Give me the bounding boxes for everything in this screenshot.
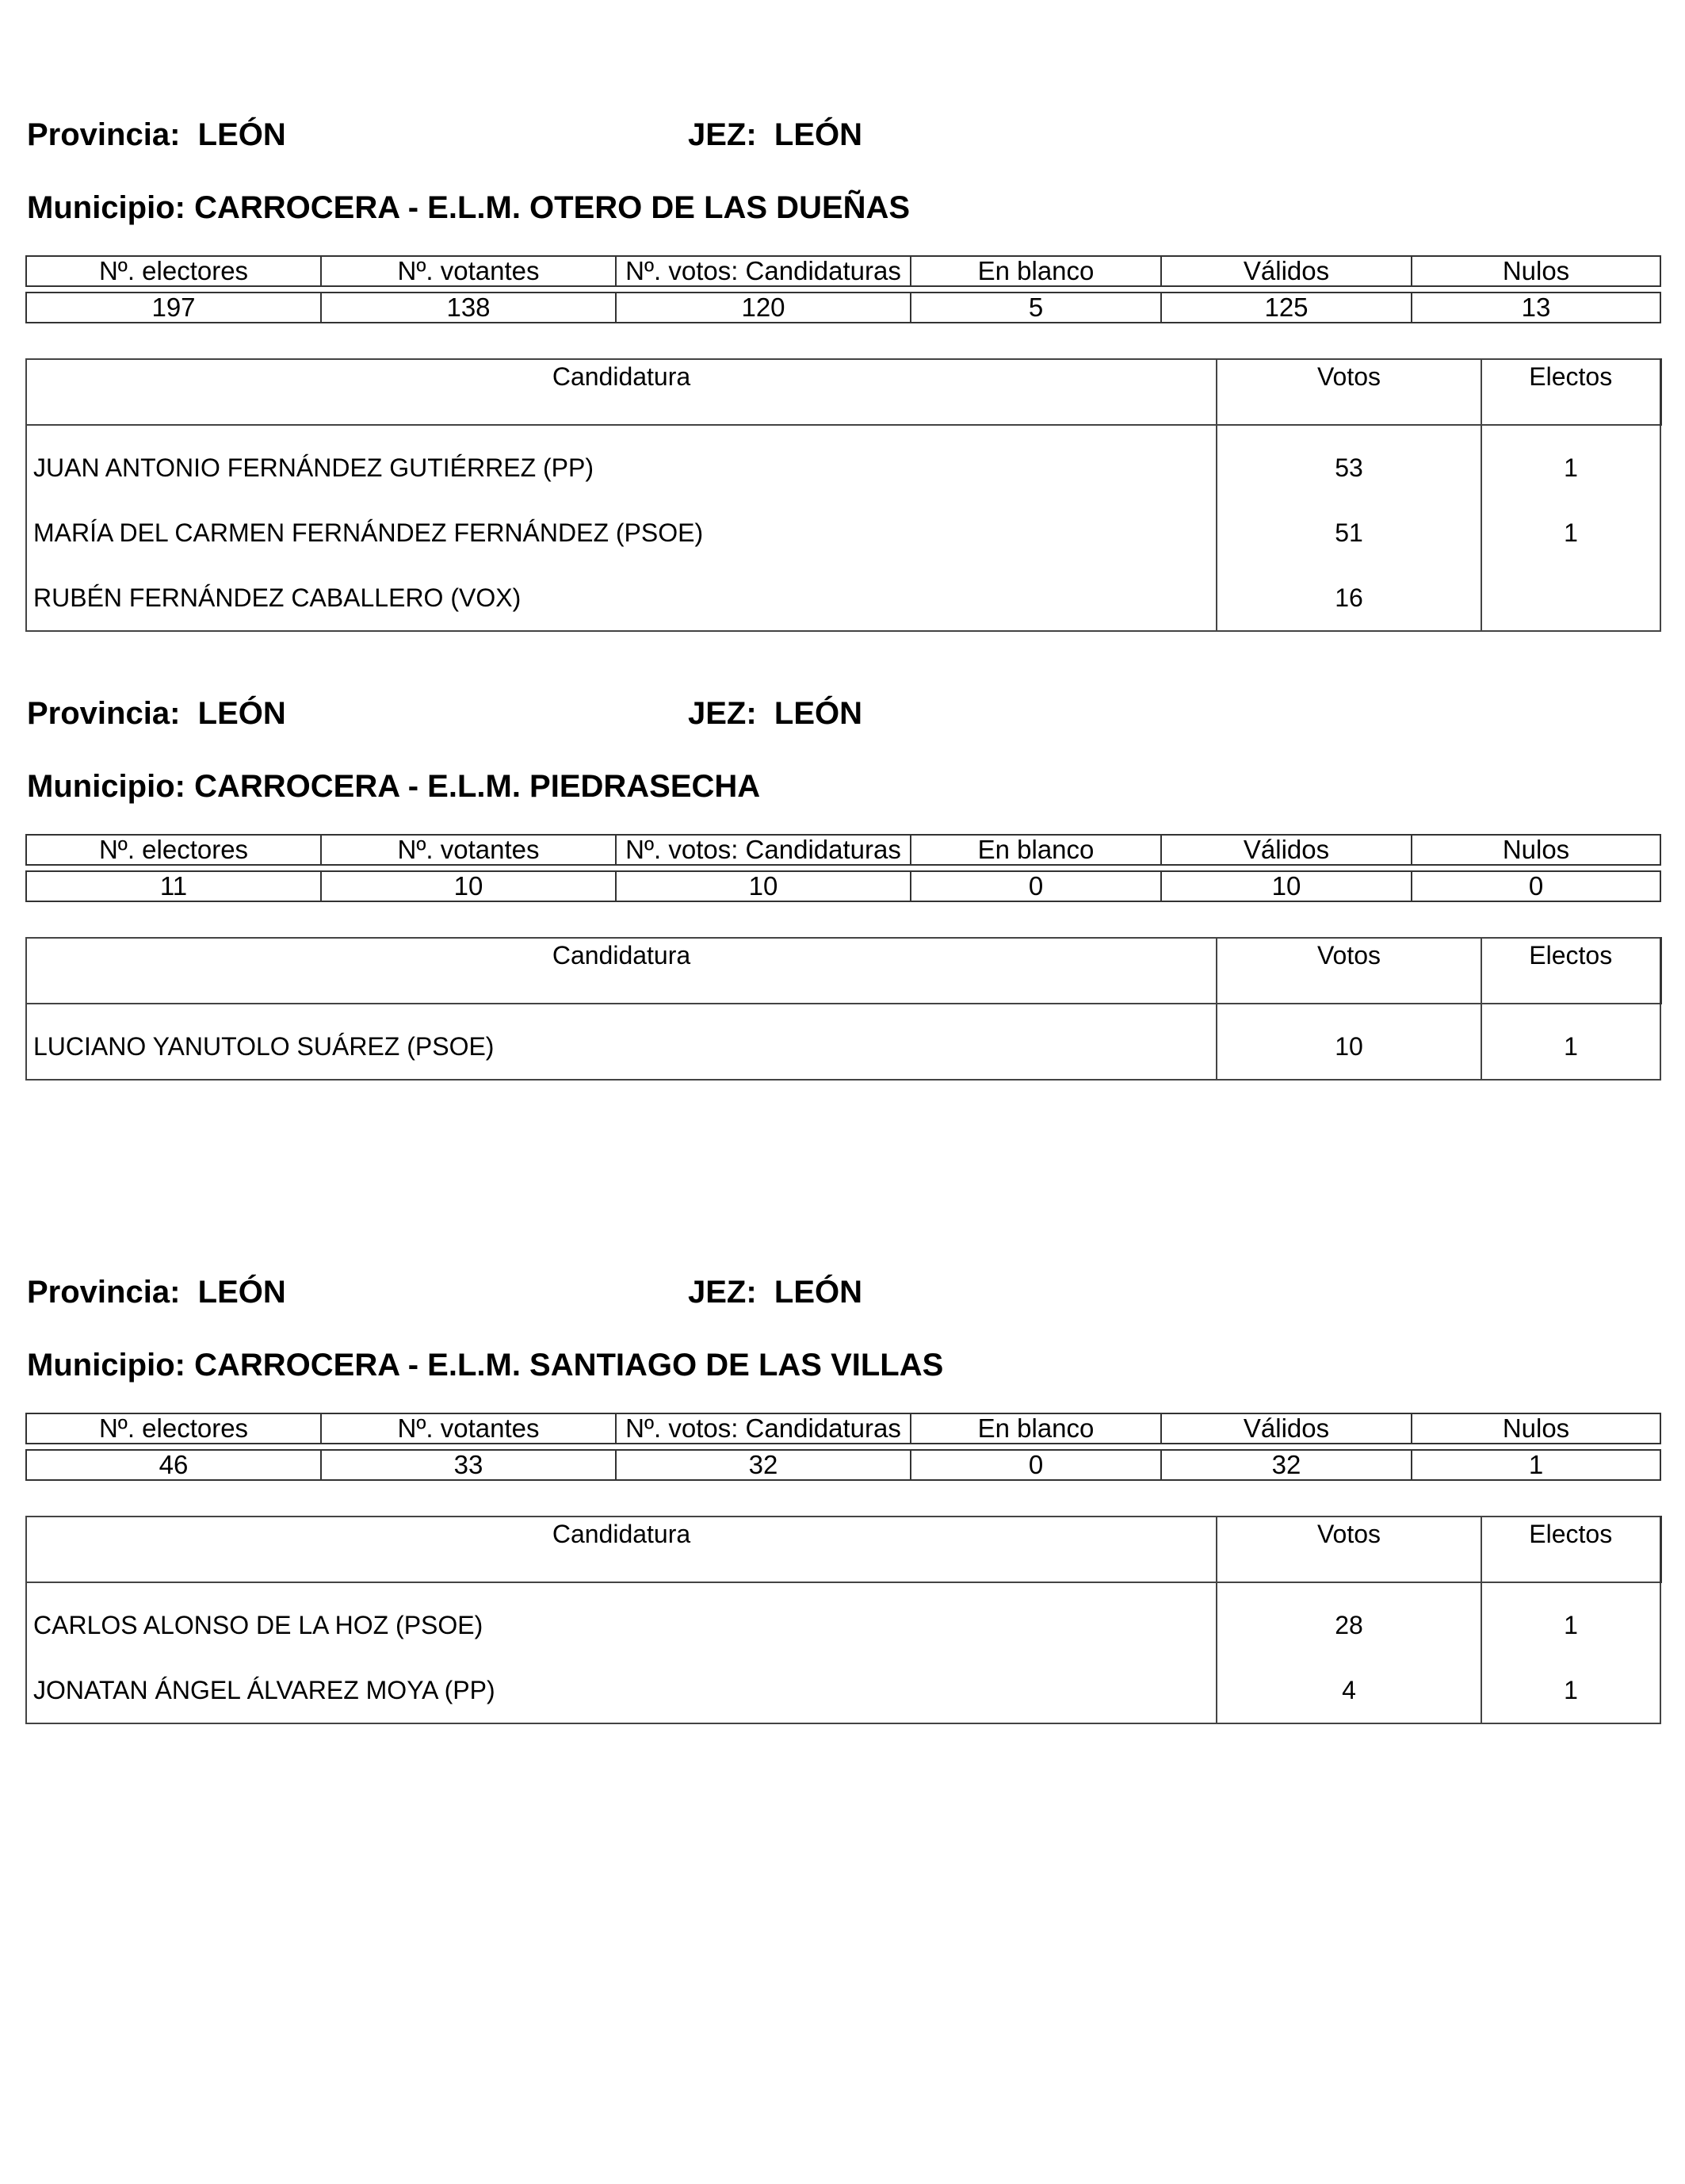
stats-header-en-blanco: En blanco <box>911 256 1161 286</box>
candidatura-header: Candidatura <box>26 359 1217 425</box>
stats-header-electores: Nº. electores <box>26 256 321 286</box>
stats-header-en-blanco: En blanco <box>911 835 1161 865</box>
table-row <box>26 1004 1660 1080</box>
votos-header: Votos <box>1217 359 1481 425</box>
candidates-table <box>25 1516 1662 1724</box>
stats-votantes: 138 <box>321 293 616 323</box>
stats-header-electores: Nº. electores <box>26 835 321 865</box>
candidate-electos: 1 <box>1481 1004 1660 1080</box>
votos-header: Votos <box>1217 1517 1481 1582</box>
stats-header-votos-candidaturas: Nº. votos: Candidaturas <box>616 835 911 865</box>
stats-header-en-blanco: En blanco <box>911 1413 1161 1444</box>
stats-table <box>25 255 1661 323</box>
stats-votantes: 33 <box>321 1450 616 1480</box>
stats-header-nulos: Nulos <box>1412 835 1660 865</box>
votos-header: Votos <box>1217 938 1481 1004</box>
jez-heading: JEZ: LEÓN <box>688 696 863 731</box>
stats-value-row <box>26 293 1660 323</box>
stats-votantes: 10 <box>321 871 616 901</box>
candidate-name: JUAN ANTONIO FERNÁNDEZ GUTIÉRREZ (PP) <box>26 425 1217 500</box>
stats-en-blanco: 5 <box>911 293 1161 323</box>
table-row <box>26 425 1660 500</box>
stats-value-row <box>26 871 1660 901</box>
candidate-votos: 10 <box>1217 1004 1481 1080</box>
stats-validos: 125 <box>1161 293 1412 323</box>
municipio-heading: Municipio: CARROCERA - E.L.M. PIEDRASECHA <box>27 769 761 804</box>
candidate-name: CARLOS ALONSO DE LA HOZ (PSOE) <box>26 1582 1217 1658</box>
candidates-table <box>25 937 1662 1081</box>
stats-header-votos-candidaturas: Nº. votos: Candidaturas <box>616 256 911 286</box>
electos-header: Electos <box>1481 1517 1660 1582</box>
candidatura-header: Candidatura <box>26 938 1217 1004</box>
stats-nulos: 1 <box>1412 1450 1660 1480</box>
stats-votos-candidaturas: 10 <box>616 871 911 901</box>
candidates-header-row <box>26 1517 1660 1582</box>
stats-header-row <box>26 835 1660 865</box>
stats-table <box>25 834 1661 902</box>
table-row <box>26 1658 1660 1723</box>
stats-votos-candidaturas: 120 <box>616 293 911 323</box>
candidatura-header: Candidatura <box>26 1517 1217 1582</box>
electos-header: Electos <box>1481 938 1660 1004</box>
stats-header-row <box>26 256 1660 286</box>
stats-table <box>25 1413 1661 1481</box>
stats-header-votantes: Nº. votantes <box>321 1413 616 1444</box>
stats-electores: 197 <box>26 293 321 323</box>
candidates-table <box>25 358 1662 632</box>
candidate-name: RUBÉN FERNÁNDEZ CABALLERO (VOX) <box>26 565 1217 631</box>
candidate-electos: 1 <box>1481 1582 1660 1658</box>
candidate-votos: 51 <box>1217 500 1481 565</box>
candidate-electos: 1 <box>1481 425 1660 500</box>
stats-header-row <box>26 1413 1660 1444</box>
stats-validos: 32 <box>1161 1450 1412 1480</box>
candidate-electos <box>1481 565 1660 631</box>
candidate-electos: 1 <box>1481 500 1660 565</box>
candidate-name: LUCIANO YANUTOLO SUÁREZ (PSOE) <box>26 1004 1217 1080</box>
candidate-votos: 4 <box>1217 1658 1481 1723</box>
stats-header-validos: Válidos <box>1161 835 1412 865</box>
stats-header-electores: Nº. electores <box>26 1413 321 1444</box>
stats-validos: 10 <box>1161 871 1412 901</box>
candidate-votos: 53 <box>1217 425 1481 500</box>
candidates-header-row <box>26 938 1660 1004</box>
provincia-heading: Provincia: LEÓN <box>27 117 286 152</box>
municipio-heading: Municipio: CARROCERA - E.L.M. OTERO DE LAS DUEÑAS <box>27 190 911 225</box>
table-row <box>26 565 1660 631</box>
candidates-header-row <box>26 359 1660 425</box>
candidate-votos: 28 <box>1217 1582 1481 1658</box>
stats-header-validos: Válidos <box>1161 256 1412 286</box>
stats-header-votantes: Nº. votantes <box>321 256 616 286</box>
stats-en-blanco: 0 <box>911 871 1161 901</box>
jez-heading: JEZ: LEÓN <box>688 1275 863 1310</box>
stats-nulos: 0 <box>1412 871 1660 901</box>
stats-header-nulos: Nulos <box>1412 1413 1660 1444</box>
stats-header-validos: Válidos <box>1161 1413 1412 1444</box>
stats-votos-candidaturas: 32 <box>616 1450 911 1480</box>
stats-nulos: 13 <box>1412 293 1660 323</box>
jez-heading: JEZ: LEÓN <box>688 117 863 152</box>
stats-header-votantes: Nº. votantes <box>321 835 616 865</box>
stats-header-nulos: Nulos <box>1412 256 1660 286</box>
provincia-heading: Provincia: LEÓN <box>27 696 286 731</box>
table-row <box>26 1582 1660 1658</box>
candidate-votos: 16 <box>1217 565 1481 631</box>
table-row <box>26 500 1660 565</box>
stats-value-row <box>26 1450 1660 1480</box>
municipio-heading: Municipio: CARROCERA - E.L.M. SANTIAGO DE LAS VILLAS <box>27 1348 944 1383</box>
stats-header-votos-candidaturas: Nº. votos: Candidaturas <box>616 1413 911 1444</box>
stats-electores: 11 <box>26 871 321 901</box>
stats-en-blanco: 0 <box>911 1450 1161 1480</box>
candidate-electos: 1 <box>1481 1658 1660 1723</box>
candidate-name: MARÍA DEL CARMEN FERNÁNDEZ FERNÁNDEZ (PSOE) <box>26 500 1217 565</box>
stats-electores: 46 <box>26 1450 321 1480</box>
electos-header: Electos <box>1481 359 1660 425</box>
candidate-name: JONATAN ÁNGEL ÁLVAREZ MOYA (PP) <box>26 1658 1217 1723</box>
provincia-heading: Provincia: LEÓN <box>27 1275 286 1310</box>
